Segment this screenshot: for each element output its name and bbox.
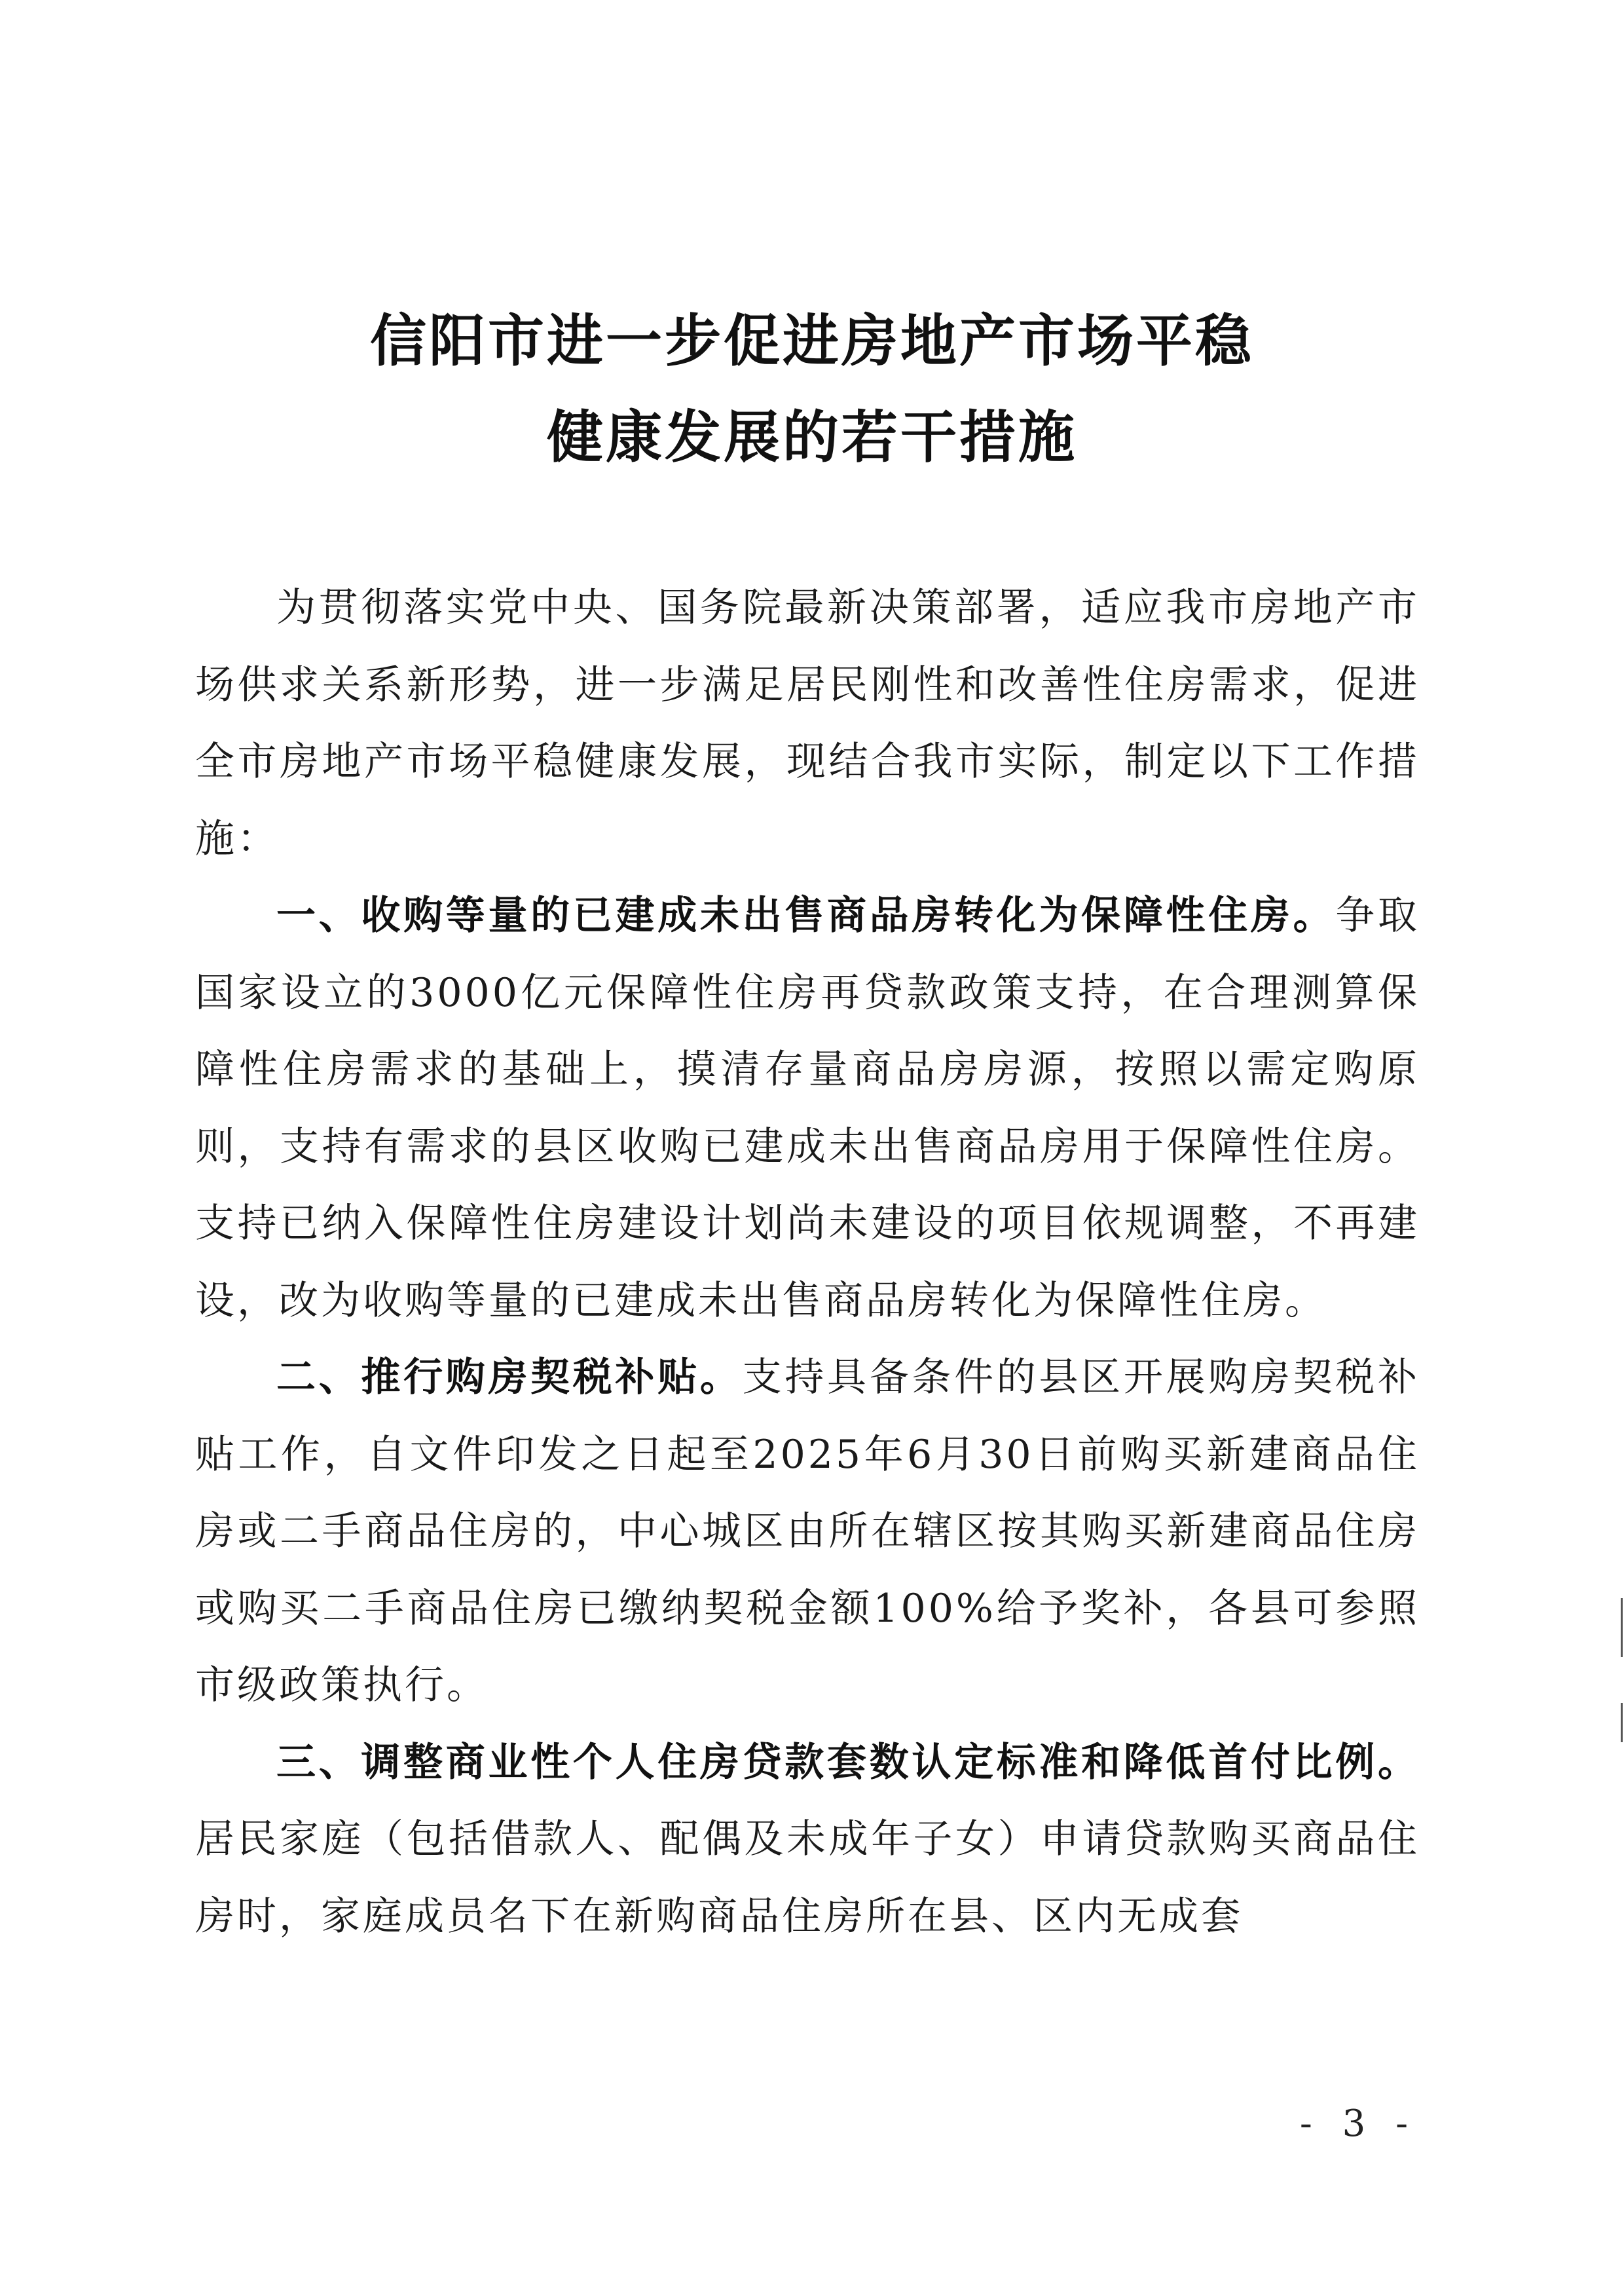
section-heading-3: 三、调整商业性个人住房贷款套数认定标准和降低首付比例。 [276,1739,1420,1785]
document-title-line-1: 信阳市进一步促进房地产市场平稳 [370,308,1254,374]
section-text-3: 居民家庭（包括借款人、配偶及未成年子女）申请贷款购买商品住房时，家庭成员名下在新购商品住房所在县、区内无成套 [195,1816,1420,1939]
section-text-1: 争取国家设立的3000亿元保障性住房再贷款政策支持，在合理测算保障性住房需求的基础上，摸清存量商品房房源，按照以需定购原则，支持有需求的县区收购已建成未出售商品房用于保障性住房。支持已纳入保障性住房建设计划尚未建设的项目依规调整，不再建设，改为收购等量的已建成未出售商品房转化为保障性住房。 [195,893,1420,1324]
intro-paragraph: 为贯彻落实党中央、国务院最新决策部署，适应我市房地产市场供求关系新形势，进一步满足居民刚性和改善性住房需求，促进全市房地产市场平稳健康发展，现结合我市实际，制定以下工作措施： [195,585,1420,862]
document-title-line-2: 健康发展的若干措施 [547,405,1077,470]
page-number: - 3 - [1299,2102,1417,2145]
section-paragraph-1 [195,878,1420,1339]
document-body [195,570,1420,1955]
section-paragraph-3 [195,1725,1420,1956]
section-paragraph-2 [195,1339,1420,1725]
scan-edge-mark [1621,1703,1623,1742]
section-heading-1: 一、收购等量的已建成未出售商品房转化为保障性住房。 [276,893,1336,939]
section-heading-2: 二、推行购房契税补贴。 [276,1354,743,1400]
section-text-2: 支持具备条件的县区开展购房契税补贴工作，自文件印发之日起至2025年6月30日前购买新建商品住房或二手商品住房的，中心城区由所在辖区按其购买新建商品住房或购买二手商品住房已缴纳契税金额100%给予奖补，各县可参照市级政策执行。 [195,1354,1420,1708]
scan-edge-mark [1621,1598,1623,1657]
